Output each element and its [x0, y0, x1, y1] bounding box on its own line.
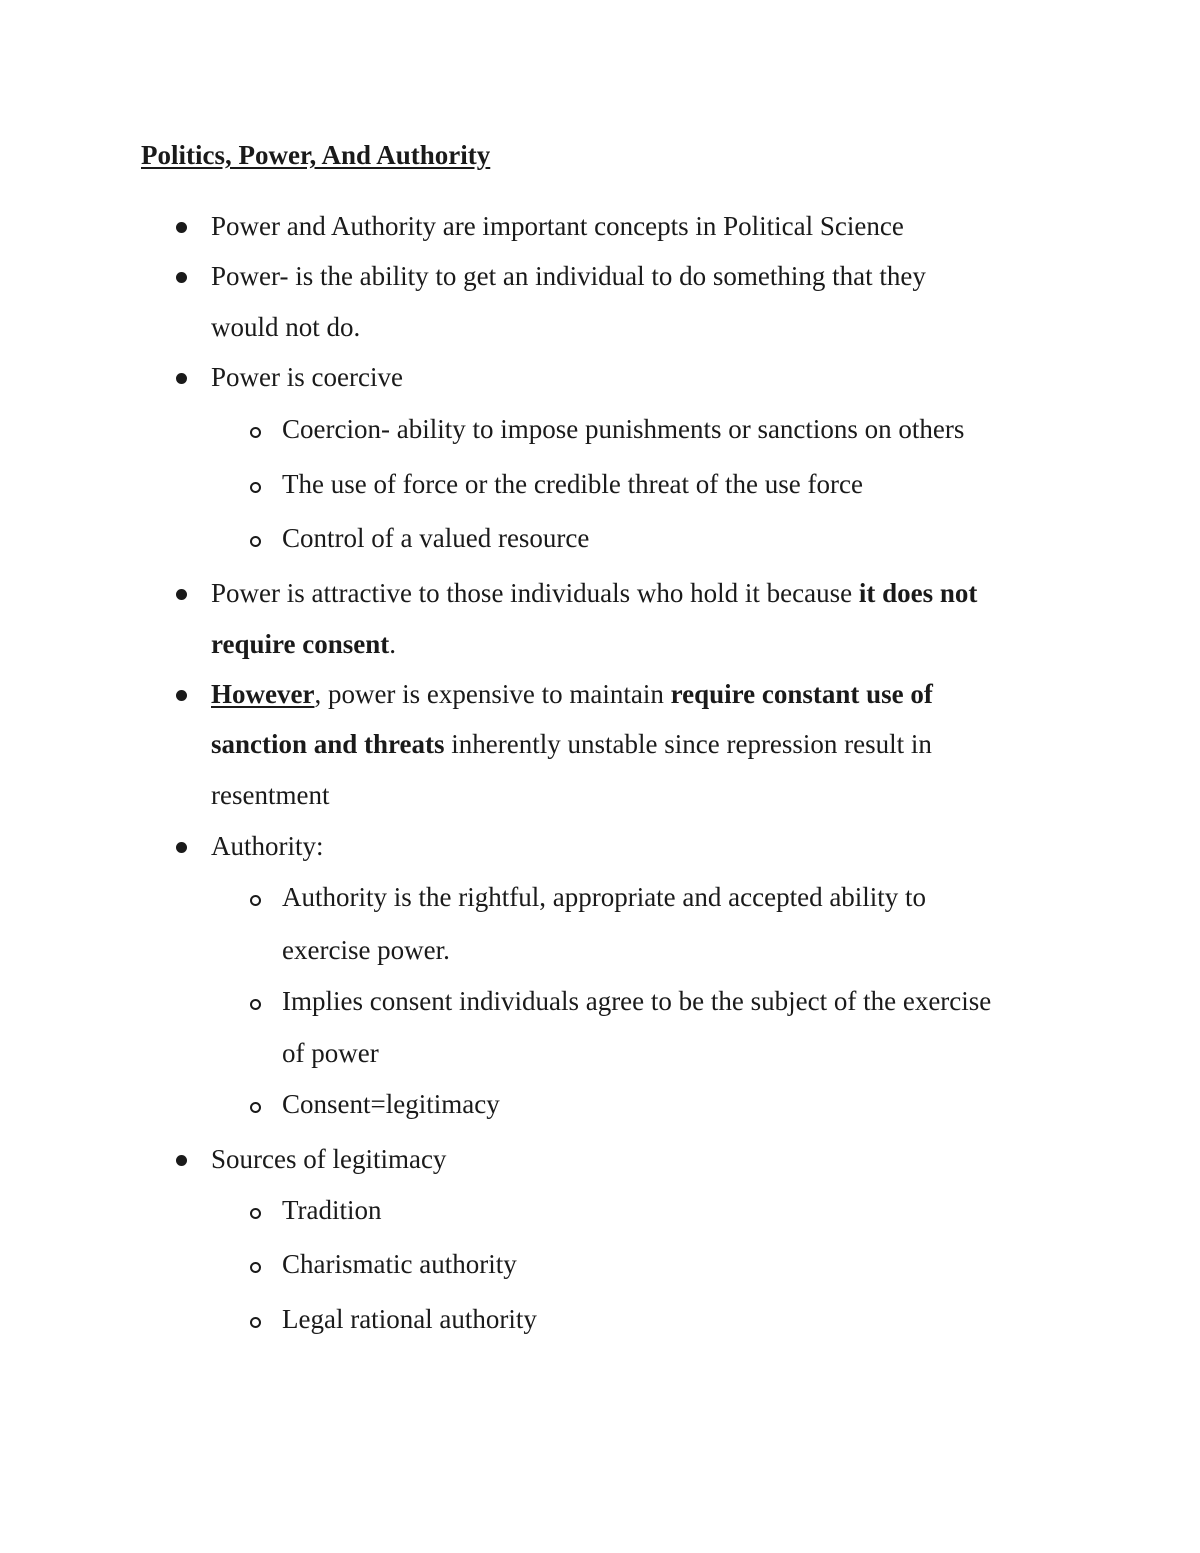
list-item-continuation	[211, 626, 396, 662]
emphasis-text: However	[211, 679, 315, 709]
list-item: Power is coercive	[211, 362, 403, 392]
text-run: , power is expensive to maintain	[314, 679, 671, 709]
document-title: Politics, Power, And Authority	[141, 140, 491, 170]
bullet-icon	[176, 272, 187, 283]
sub-bullet-icon	[250, 1317, 261, 1328]
sub-list-item: Authority is the rightful, appropriate and accepted ability to	[282, 882, 927, 912]
sub-list-item: Control of a valued resource	[282, 523, 590, 553]
list-item-continuation	[211, 726, 932, 762]
sub-bullet-icon	[250, 482, 261, 493]
list-item	[211, 676, 933, 712]
emphasis-text: require consent	[211, 629, 390, 659]
list-item: Power and Authority are important concepts in Political Science	[211, 211, 904, 241]
sub-list-item: Coercion- ability to impose punishments or sanctions on others	[282, 414, 965, 444]
sub-list-item: Legal rational authority	[282, 1304, 537, 1334]
bullet-icon	[176, 222, 187, 233]
bullet-icon	[176, 1155, 187, 1166]
text-run: inherently unstable since repression result in	[444, 729, 932, 759]
sub-bullet-icon	[250, 1208, 261, 1219]
sub-list-item: Implies consent individuals agree to be the subject of the exercise	[282, 986, 992, 1016]
sub-list-item: Tradition	[282, 1195, 382, 1225]
emphasis-text: sanction and threats	[211, 729, 445, 759]
bullet-icon	[176, 589, 187, 600]
sub-bullet-icon	[250, 895, 261, 906]
text-run: Power is attractive to those individuals who hold it because	[211, 578, 859, 608]
sub-bullet-icon	[250, 427, 261, 438]
list-item: Sources of legitimacy	[211, 1144, 447, 1174]
list-item-continuation: resentment	[211, 780, 330, 810]
sub-list-item: Charismatic authority	[282, 1249, 517, 1279]
bullet-icon	[176, 373, 187, 384]
list-item-continuation: would not do.	[211, 312, 361, 342]
sub-bullet-icon	[250, 536, 261, 547]
list-item: Authority:	[211, 831, 324, 861]
sub-list-item-continuation: exercise power.	[282, 935, 450, 965]
emphasis-text: it does not	[858, 578, 978, 608]
sub-bullet-icon	[250, 1102, 261, 1113]
sub-list-item: The use of force or the credible threat of the use force	[282, 469, 863, 499]
text-run: .	[389, 629, 396, 659]
sub-bullet-icon	[250, 999, 261, 1010]
emphasis-text: require constant use of	[670, 679, 933, 709]
sub-list-item-continuation: of power	[282, 1038, 379, 1068]
sub-bullet-icon	[250, 1262, 261, 1273]
bullet-icon	[176, 690, 187, 701]
sub-list-item: Consent=legitimacy	[282, 1089, 500, 1119]
list-item	[211, 575, 977, 611]
list-item: Power- is the ability to get an individual to do something that they	[211, 261, 926, 291]
bullet-icon	[176, 842, 187, 853]
